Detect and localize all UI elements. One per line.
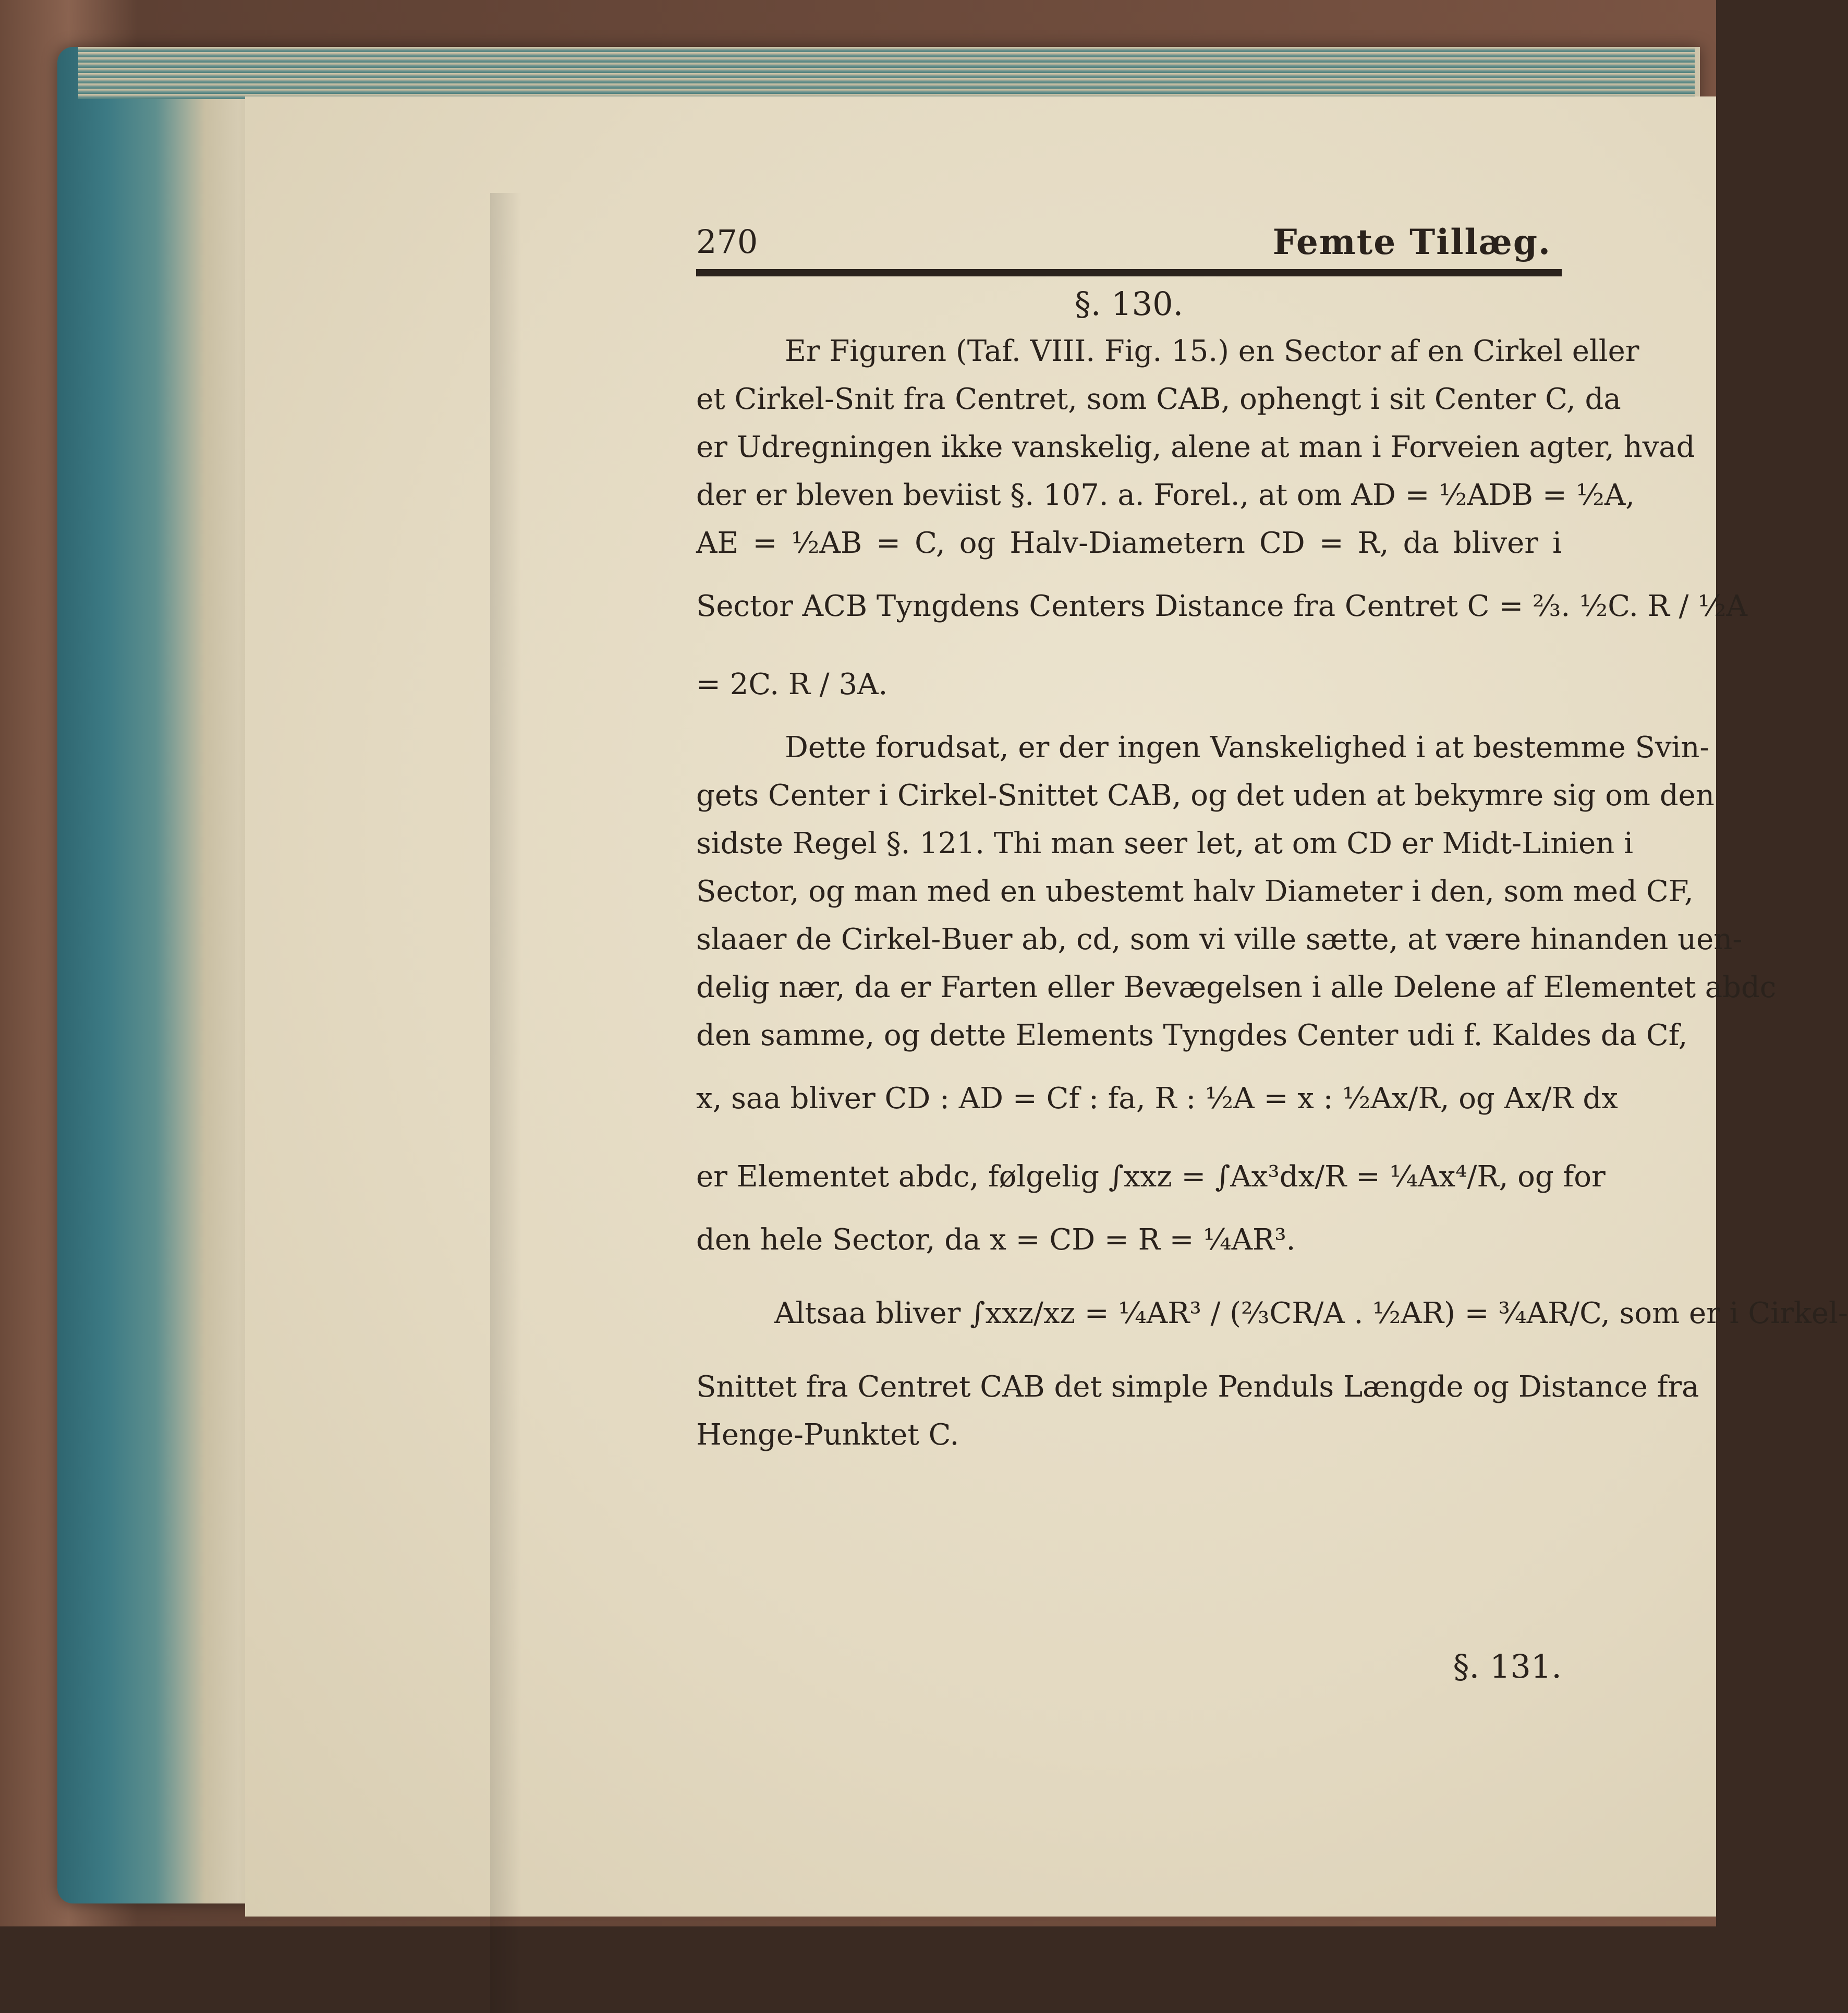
formula-line: er Elementet abdc, følgelig ∫xxz = ∫Ax³dx/R = ¼Ax⁴/R, og for: [696, 1160, 1606, 1194]
page-header: [696, 219, 1562, 266]
text-line: delig nær, da er Farten eller Bevægelsen i alle Delene af Elementet abdc: [696, 971, 1777, 1004]
formula-line: x, saa bliver CD : AD = Cf : fa, R : ½A = x : ½Ax/R, og Ax/R dx: [696, 1082, 1618, 1115]
text-line: er Udregningen ikke vanskelig, alene at man i Forveien agter, hvad: [696, 430, 1695, 464]
text-line: Henge-Punktet C.: [696, 1418, 959, 1452]
spine-shadow: [490, 193, 521, 2013]
text-line: den samme, og dette Elements Tyngdes Center udi f. Kaldes da Cf,: [696, 1018, 1688, 1052]
text-line: AE = ½AB = C, og Halv-Diametern CD = R, da bliver i: [696, 526, 1562, 560]
paragraph-1: [696, 328, 1747, 724]
next-section-catchword: §. 131.: [1453, 1647, 1562, 1685]
page-content: [696, 219, 1848, 1685]
paragraph-2: [696, 724, 1777, 1264]
text-line: Er Figuren (Taf. VIII. Fig. 15.) en Sector af en Cirkel eller: [785, 334, 1639, 368]
text-line: den hele Sector, da x = CD = R = ¼AR³.: [696, 1223, 1296, 1257]
text-line: der er bleven beviist §. 107. a. Forel., at om AD = ½ADB = ½A,: [696, 478, 1635, 512]
section-heading: §. 130.: [1074, 285, 1184, 323]
paragraph-3: [696, 1264, 1848, 1459]
text-line: et Cirkel-Snit fra Centret, som CAB, ophengt i sit Center C, da: [696, 382, 1621, 416]
text-line: slaaer de Cirkel-Buer ab, cd, som vi ville sætte, at være hinanden uen-: [696, 923, 1743, 956]
text-line: Snittet fra Centret CAB det simple Penduls Længde og Distance fra: [696, 1370, 1699, 1404]
formula-line: Altsaa bliver ∫xxz/xz = ¼AR³ / (⅔CR/A . ½AR) = ¾AR/C, som er i Cirkel-: [774, 1296, 1848, 1330]
text-line: sidste Regel §. 121. Thi man seer let, at om CD er Midt-Linien i: [696, 827, 1634, 860]
formula-line: = 2C. R / 3A.: [696, 668, 888, 701]
text-line: Sector, og man med en ubestemt halv Diameter i den, som med CF,: [696, 875, 1694, 908]
running-title: Femte Tillæg.: [1272, 222, 1551, 262]
text-line: gets Center i Cirkel-Snittet CAB, og det uden at bekymre sig om den: [696, 779, 1715, 813]
page-number: 270: [696, 223, 758, 261]
formula-line: Sector ACB Tyngdens Centers Distance fra Centret C = ⅔. ½C. R / ½A: [696, 589, 1747, 623]
text-line: Dette forudsat, er der ingen Vanskelighed i at bestemme Svin-: [785, 731, 1710, 765]
page-edges-top: [78, 47, 1695, 99]
header-rule: [696, 269, 1562, 276]
